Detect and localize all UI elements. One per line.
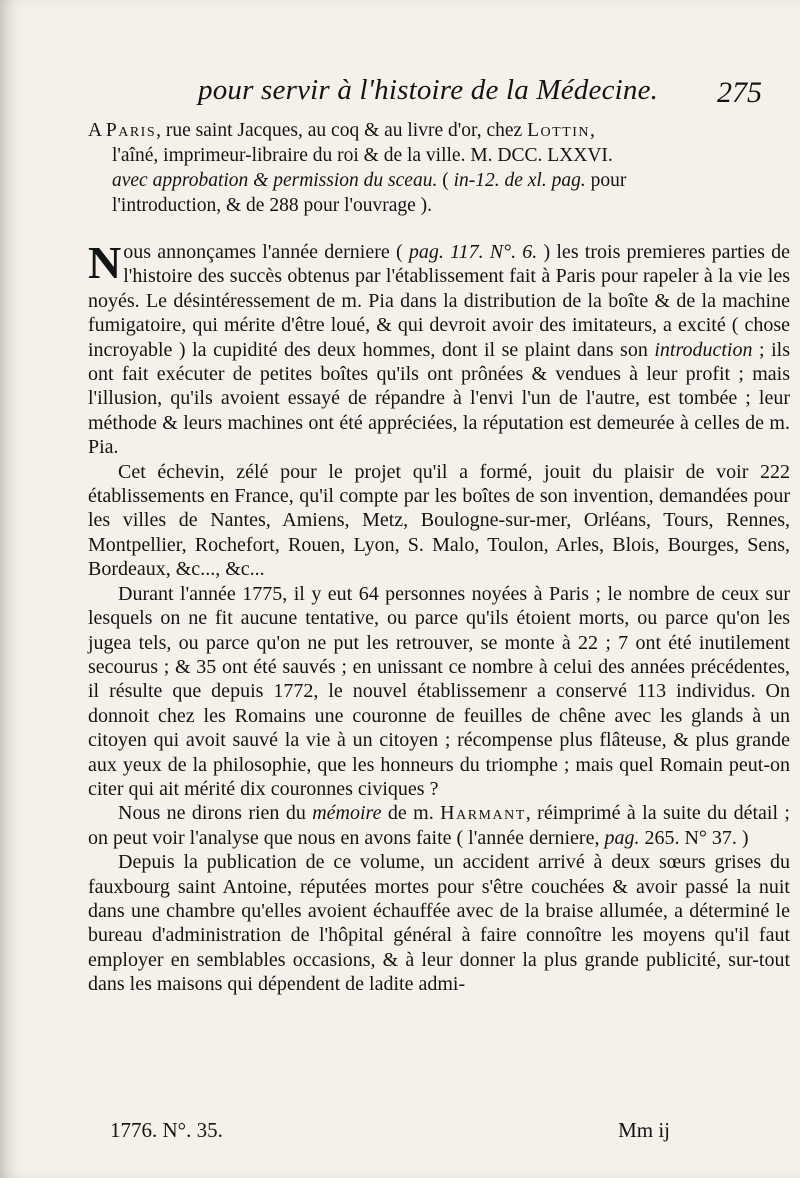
- bibliographic-note: [88, 118, 790, 218]
- paragraph-text: ous annonçames l'année derniere (: [123, 241, 409, 263]
- city-name: Paris: [105, 120, 157, 141]
- running-title: pour servir à l'histoire de la Médecine.: [198, 74, 659, 106]
- paragraph-text: 265. N° 37. ): [639, 826, 749, 849]
- publisher-name: Lottin: [527, 120, 590, 141]
- paragraph-text: ; ils ont fait exécuter de petites boîtes qu'ils ont prônées & vendues à leur profit ; mais l'illusion, qu'ils avoient essayé de répandre à l'envi l'un de l'autre, est tombée ; leur méthode & leurs machines ont été appréciées, la réputation est demeurée à celles de m. Pia.: [88, 338, 790, 459]
- signature-mark: Mm ij: [618, 1118, 670, 1142]
- issue-signature: 1776. N°. 35.: [110, 1118, 223, 1142]
- page-number: 275: [717, 76, 762, 109]
- citation: pag. 117. N°. 6.: [408, 241, 538, 263]
- biblio-text: ,: [589, 120, 595, 141]
- biblio-line-3: [88, 168, 790, 193]
- paragraph-3: Durant l'année 1775, il y eut 64 personnes noyées à Paris ; le nombre de ceux sur lesquels on ne fit aucune tentative, ou parce qu'ils étoient morts, ou parce qu'on les jugea tels, ou parce qu'on ne put les retrouver, se monte à 22 ; 7 ont été inutilement secourus ; & 35 ont été sauvés ; en unissant ce nombre à celui des années précédentes, il résulte que depuis 1772, le nouvel établissemenr a conservé 113 individus. On donnoit chez les Romains une couronne de feuilles de chêne avec les glands à un citoyen qui avoit sauvé la vie à un citoyen ; récompense plus flâteuse, & plus grande aux yeux de la philosophie, que les honneurs du triomphe ; mais quel Romain peut-on citer qui ait mérité dix couronnes civiques ?: [88, 582, 790, 800]
- emphasis: mémoire: [312, 802, 382, 825]
- paragraph-text: , réimprimé à la suite du détail ; on peut voir l'analyse que nous en avons faite ( l'année derniere,: [88, 802, 790, 849]
- page-footer: [110, 1118, 670, 1148]
- biblio-text: pour: [585, 170, 627, 191]
- biblio-text: (: [437, 170, 454, 191]
- paragraph-text: Nous ne dirons rien du: [118, 802, 313, 825]
- paragraph-1: [88, 237, 790, 460]
- biblio-text: A: [88, 120, 106, 141]
- paragraph-2: Cet échevin, zélé pour le projet qu'il a formé, jouit du plaisir de voir 222 établissements en France, qu'il compte par les boîtes de son invention, demandées pour les villes de Nantes, Amiens, Metz, Boulogne-sur-mer, Orléans, Tours, Rennes, Montpellier, Rochefort, Rouen, Lyon, S. Malo, Toulon, Arles, Blois, Bourges, Sens, Bordeaux, &c..., &c...: [88, 460, 790, 581]
- paragraph-5: Depuis la publication de ce volume, un accident arrivé à deux sœurs grises du fauxbourg saint Antoine, réputées mortes pour s'être couchées & avoir passé la nuit dans une chambre qu'elles avoient échauffée avec de la braise allumée, a déterminé le bureau d'administration de l'hôpital général à faire connoître les moyens qu'il faut employer en semblables occasions, & à leur donner la plus grande publicité, sur-tout dans les maisons qui dépendent de ladite admi-: [88, 851, 790, 996]
- running-header: [90, 74, 770, 116]
- author-name: Harmant: [440, 802, 526, 825]
- format-note: in-12. de xl. pag.: [453, 170, 586, 191]
- approval-note: avec approbation & permission du sceau.: [112, 170, 438, 191]
- paragraph-text: ) les trois premieres parties de l'histoire des succès obtenus par l'établissement fait à Paris pour rapeler à la vie les noyés. Le désintéressement de m. Pia dans la distribution de la boîte & de la machine fumigatoire, qui mérite d'être loué, & qui devroit avoir des imitateurs, a excité ( chose incroyable ) la cupidité des deux hommes, dont il se plaint dans son: [88, 241, 790, 361]
- drop-cap: N: [88, 237, 122, 288]
- biblio-line-1: [88, 118, 790, 143]
- biblio-text: , rue saint Jacques, au coq & au livre d'or, chez: [156, 120, 528, 141]
- emphasis: introduction: [654, 338, 753, 361]
- paragraph-text: de m.: [381, 802, 441, 825]
- biblio-line-4: l'introduction, & de 288 pour l'ouvrage ).: [112, 195, 433, 216]
- citation: pag.: [604, 826, 640, 849]
- biblio-line-2: l'aîné, imprimeur-libraire du roi & de la ville. M. DCC. LXXVI.: [112, 145, 613, 166]
- body-text: [88, 237, 790, 997]
- paragraph-4: [88, 801, 790, 850]
